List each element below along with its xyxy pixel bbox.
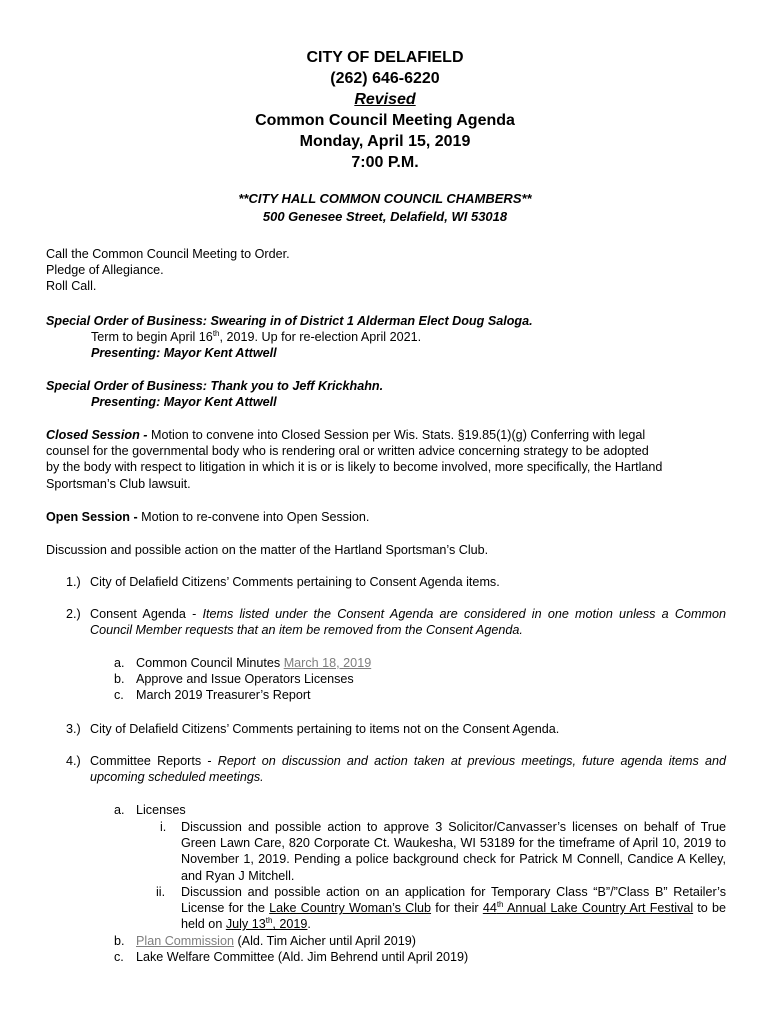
art-festival-link[interactable] [483, 901, 693, 915]
special-order-2-title: Special Order of Business: Thank you to Jeff Krickhahn. [46, 379, 384, 393]
item-4-number: 4.) [66, 754, 81, 768]
committee-sublist-2 [114, 933, 734, 965]
consent-b-letter: b. [114, 672, 125, 687]
term-text-a: Term to begin April 16 [91, 330, 213, 345]
committee-item-c [114, 949, 734, 965]
consent-sublist [114, 655, 734, 704]
location-line-1: **CITY HALL COMMON COUNCIL CHAMBERS** [238, 191, 532, 206]
festival-name: Annual Lake Country Art Festival [503, 901, 694, 916]
item-1-number: 1.) [66, 575, 81, 589]
item-4-lead: Committee Reports - [90, 754, 218, 768]
license-ii-text-a: Discussion and possible action on an application for Temporary Class “B”/”Class B” Retailer’s License for the [181, 885, 726, 916]
license-ii-text-d: . [307, 917, 311, 932]
special-order-1-term [46, 329, 726, 345]
item-2-italic: Items listed under the Consent Agenda are considered in one motion unless a Common Council Member requests that an item be removed from the Consent Agenda. [90, 607, 726, 638]
meeting-time: 7:00 P.M. [351, 154, 419, 171]
license-ii-text-c: to be held on [181, 901, 726, 932]
consent-a-text: Common Council Minutes [136, 656, 284, 670]
committee-a-letter: a. [114, 803, 125, 817]
closed-session-line-1 [46, 427, 726, 443]
city-name: CITY OF DELAFIELD [306, 49, 464, 66]
committee-item-a [114, 802, 734, 818]
term-sup: th [212, 329, 220, 339]
item-4-italic: Report on discussion and action taken at previous meetings, future agenda items and upcoming scheduled meetings. [90, 754, 727, 785]
consent-c-letter: c. [114, 688, 124, 703]
festival-num: 44 [482, 901, 497, 916]
license-i-text: Discussion and possible action to approve 3 Solicitor/Canvasser’s licenses on behalf of True Green Lawn Care, 820 Corporate Ct. Waukesha, WI 53189 for the timeframe of April 10, 2019 to November 1, 2019. Pending a police background check for Patrick M Connell, Candice A Kelley, and Ryan J Mitchell. [181, 820, 726, 883]
special-order-1 [46, 313, 726, 362]
closed-session-line-2: counsel for the governmental body who is rendering oral or written advice concerning strategy to be adopted [46, 444, 649, 459]
item-4-text [90, 753, 726, 785]
special-order-1-title: Special Order of Business: Swearing in of District 1 Alderman Elect Doug Saloga. [46, 314, 533, 328]
special-order-1-presenting: Presenting: Mayor Kent Attwell [91, 346, 277, 361]
special-order-2 [46, 378, 726, 410]
meeting-date: Monday, April 15, 2019 [299, 133, 471, 150]
committee-b-letter: b. [114, 934, 125, 948]
festival-date-sup: th [265, 916, 273, 926]
roll-call: Roll Call. [46, 279, 97, 294]
discussion-line: Discussion and possible action on the matter of the Hartland Sportsman’s Club. [46, 543, 489, 557]
plan-commission-link[interactable]: Plan Commission [136, 934, 234, 948]
committee-c-text: Lake Welfare Committee (Ald. Jim Behrend until April 2019) [136, 950, 469, 965]
festival-date-a: July 13 [225, 917, 266, 932]
item-2-lead: Consent Agenda - [90, 607, 203, 621]
consent-b-text: Approve and Issue Operators Licenses [136, 672, 354, 687]
womans-club-link[interactable]: Lake Country Woman’s Club [269, 901, 432, 916]
item-2-text [90, 606, 726, 638]
item-2-number: 2.) [66, 607, 81, 621]
call-to-order: Call the Common Council Meeting to Order. [46, 247, 290, 261]
committee-c-letter: c. [114, 950, 124, 965]
committee-item-b [114, 933, 734, 949]
festival-date-b: , 2019 [272, 917, 308, 932]
revised-text: Revised [354, 91, 416, 108]
open-session-text: Motion to re-convene into Open Session. [137, 510, 370, 524]
committee-b-text: (Ald. Tim Aicher until April 2019) [233, 934, 416, 948]
festival-date-link[interactable] [226, 917, 308, 931]
consent-item-c [114, 687, 734, 703]
license-i-numeral: i. [160, 820, 167, 834]
item-1-text: City of Delafield Citizens’ Comments pertaining to Consent Agenda items. [90, 575, 500, 589]
open-session-label: Open Session - [46, 510, 138, 524]
closed-session [46, 427, 726, 492]
committee-sublist [114, 802, 734, 818]
city-phone: (262) 646-6220 [330, 70, 440, 87]
closed-text-1: Motion to convene into Closed Session per Wis. Stats. §19.85(1)(g) Conferring with legal [147, 428, 646, 442]
term-text-b: , 2019. Up for re-election April 2021. [219, 330, 422, 345]
open-session [46, 509, 726, 525]
item-3-number: 3.) [66, 722, 81, 736]
closed-session-label: Closed Session - [46, 428, 148, 442]
revised-label [0, 89, 770, 110]
item-3-text: City of Delafield Citizens’ Comments pertaining to items not on the Consent Agenda. [90, 722, 560, 736]
consent-a-letter: a. [114, 656, 125, 670]
special-order-2-presenting: Presenting: Mayor Kent Attwell [91, 395, 277, 410]
location-line-2: 500 Genesee Street, Delafield, WI 53018 [262, 209, 508, 224]
festival-sup: th [496, 900, 504, 910]
minutes-link[interactable]: March 18, 2019 [283, 656, 372, 670]
consent-item-a [114, 655, 734, 671]
committee-a-text: Licenses [136, 803, 186, 817]
license-ii-text [181, 884, 726, 933]
opening-section [46, 246, 726, 295]
closed-session-line-4: Sportsman’s Club lawsuit. [46, 476, 191, 491]
license-ii-numeral: ii. [156, 885, 166, 899]
closed-session-line-3: by the body with respect to litigation in which it is or is likely to become involved, more specifically, the Hartland [46, 460, 663, 475]
consent-c-text: March 2019 Treasurer’s Report [136, 688, 311, 703]
consent-item-b [114, 671, 734, 687]
pledge: Pledge of Allegiance. [46, 263, 164, 278]
agenda-title: Common Council Meeting Agenda [255, 112, 515, 129]
license-ii-text-b: for their [431, 901, 483, 916]
